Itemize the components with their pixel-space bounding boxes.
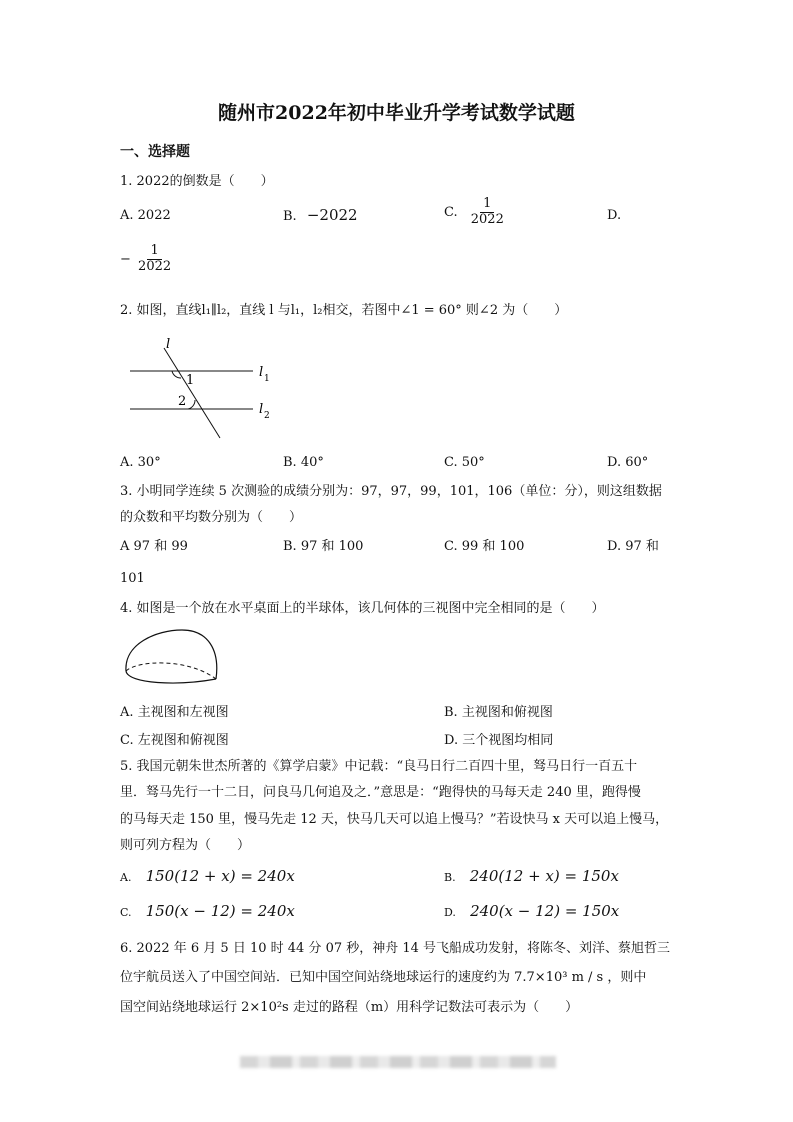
question-6-line2: 位宇航员送入了中国空间站．已知中国空间站绕地球运行的速度约为 7.7×10³ m / s ，则中 xyxy=(120,970,647,985)
option-equation: 150(12 + x) = 240x xyxy=(145,867,295,885)
option-label: B. xyxy=(444,871,456,884)
option-equation: 240(12 + x) = 150x xyxy=(469,867,619,885)
q5-option-a xyxy=(120,867,295,885)
parallel-lines-figure xyxy=(120,336,290,446)
q3-option-d: D. 97 和 xyxy=(607,539,659,554)
label-l: l xyxy=(166,337,171,352)
hemisphere-base-hidden xyxy=(126,663,216,679)
question-2-stem: 2. 如图，直线l₁∥l₂，直线 l 与l₁，l₂相交，若图中∠1 = 60° 则∠2 为（ ） xyxy=(120,303,568,318)
angle-1-label: 1 xyxy=(186,373,195,388)
q2-option-b: B. 40° xyxy=(283,455,324,470)
q2-option-a: A. 30° xyxy=(120,455,161,470)
q4-option-d: D. 三个视图均相同 xyxy=(444,733,554,748)
q1-option-c xyxy=(444,197,507,228)
fraction xyxy=(468,197,507,228)
option-label: A. xyxy=(120,871,132,884)
option-label: C. xyxy=(120,906,132,919)
option-equation: 240(x − 12) = 150x xyxy=(470,902,620,920)
hemisphere-base-front xyxy=(126,671,216,683)
q2-option-c: C. 50° xyxy=(444,455,485,470)
label-l2: l xyxy=(259,402,264,417)
transversal-l xyxy=(164,348,220,438)
q3-option-c: C. 99 和 100 xyxy=(444,539,525,554)
q5-option-c xyxy=(120,902,295,920)
q3-option-a: A 97 和 99 xyxy=(120,539,188,554)
fraction xyxy=(135,244,174,275)
hemisphere-figure xyxy=(118,624,230,690)
q1-option-d-label: D. xyxy=(607,208,622,223)
angle-2-arc xyxy=(188,400,195,409)
q4-option-a: A. 主视图和左视图 xyxy=(120,705,229,720)
fraction-numerator: 1 xyxy=(147,244,161,260)
page-title: 随州市2022年初中毕业升学考试数学试题 xyxy=(218,102,575,124)
minus-sign: − xyxy=(120,251,131,267)
fraction-denominator: 2022 xyxy=(470,211,504,227)
q4-option-b: B. 主视图和俯视图 xyxy=(444,705,553,720)
q1-option-a: A. 2022 xyxy=(120,208,171,223)
option-equation: 150(x − 12) = 240x xyxy=(145,902,295,920)
q1-option-d xyxy=(120,244,174,275)
question-3-stem-line2: 的众数和平均数分别为（ ） xyxy=(120,510,303,525)
option-label: B. xyxy=(283,209,297,224)
question-1-stem: 1. 2022的倒数是（ ） xyxy=(120,174,274,189)
q3-option-d-continued: 101 xyxy=(120,571,145,586)
option-label: C. xyxy=(444,204,458,220)
fraction-numerator: 1 xyxy=(480,197,494,213)
fraction-denominator: 2022 xyxy=(138,258,172,274)
label-l2-subscript: 2 xyxy=(264,411,270,421)
angle-2-label: 2 xyxy=(178,394,187,409)
question-5-line3: 的马每天走 150 里，慢马先走 12 天，快马几天可以追上慢马？”若设快马 x 天可以追上慢马， xyxy=(120,812,669,827)
question-3-stem-line1: 3. 小明同学连续 5 次测验的成绩分别为：97，97，99，101，106（单位：分），则这组数据 xyxy=(120,484,662,499)
question-5-line1: 5. 我国元朝朱世杰所著的《算学启蒙》中记载：“良马日行二百四十里，驽马日行一百五十 xyxy=(120,759,638,774)
question-5-line2: 里．驽马先行一十二日，问良马几何追及之．”意思是：“跑得快的马每天走 240 里，跑得慢 xyxy=(120,785,641,800)
question-6-line3: 国空间站绕地球运行 2×10²s 走过的路程（m）用科学记数法可表示为（ ） xyxy=(120,1000,579,1015)
q4-option-c: C. 左视图和俯视图 xyxy=(120,733,229,748)
question-5-line4: 则可列方程为（ ） xyxy=(120,838,251,853)
label-l1: l xyxy=(259,365,264,380)
q1-option-b xyxy=(283,206,358,224)
option-label: D. xyxy=(444,906,456,919)
blurred-footer-watermark xyxy=(240,1056,556,1068)
option-value: −2022 xyxy=(306,206,358,224)
label-l1-subscript: 1 xyxy=(264,374,270,384)
question-6-line1: 6. 2022 年 6 月 5 日 10 时 44 分 07 秒，神舟 14 号飞船成功发射，将陈冬、刘洋、蔡旭哲三 xyxy=(120,941,671,956)
q3-option-b: B. 97 和 100 xyxy=(283,539,364,554)
section-heading: 一、选择题 xyxy=(120,144,190,160)
q5-option-b xyxy=(444,867,619,885)
angle-1-arc xyxy=(172,371,181,378)
q2-option-d: D. 60° xyxy=(607,455,649,470)
question-4-stem: 4. 如图是一个放在水平桌面上的半球体，该几何体的三视图中完全相同的是（ ） xyxy=(120,601,605,616)
q5-option-d xyxy=(444,902,619,920)
